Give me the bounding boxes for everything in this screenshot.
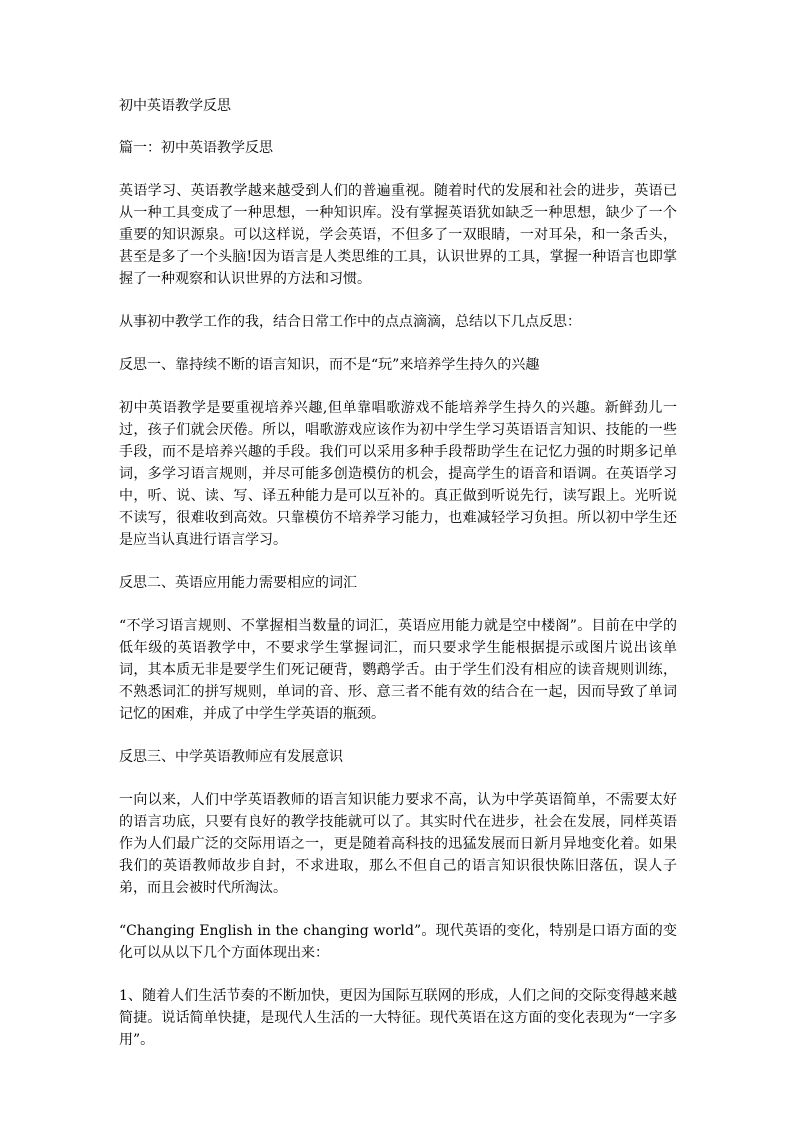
document-title: 初中英语教学反思 bbox=[119, 98, 231, 114]
document-page bbox=[119, 95, 677, 1072]
section-title: 篇一：初中英语教学反思 bbox=[119, 140, 273, 156]
reflection-3-body: 一向以来，人们中学英语教师的语言知识能力要求不高，认为中学英语简单，不需要太好的语言功底，只要有良好的教学技能就可以了。其实时代在进步，社会在发展，同样英语作为人们最广泛的交际用语之一，更是随着高科技的迅猛发展而日新月异地变化着。如果我们的英语教师故步自封，不求进取，那么不但自己的语言知识很快陈旧落伍，误人子弟，而且会被时代所淘汰。 bbox=[119, 792, 677, 896]
reflection-1-body: 初中英语教学是要重视培养兴趣,但单靠唱歌游戏不能培养学生持久的兴趣。新鲜劲儿一过，孩子们就会厌倦。所以，唱歌游戏应该作为初中学生学习英语语言知识、技能的一些手段，而不是培养兴趣的手段。我们可以采用多种手段帮助学生在记忆力强的时期多记单词，多学习语言规则，并尽可能多创造模仿的机会，提高学生的语音和语调。在英语学习中，听、说、读、写、译五种能力是可以互补的。真正做到听说先行，读写跟上。光听说不读写，很难收到高效。只靠模仿不培养学习能力，也难减轻学习负担。所以初中学生还是应当认真进行语言学习。 bbox=[119, 400, 677, 548]
reflection-3-heading: 反思三、中学英语教师应有发展意识 bbox=[119, 749, 343, 765]
point-1-paragraph: 1、随着人们生活节奏的不断加快，更因为国际互联网的形成，人们之间的交际变得越来越简捷。说话简单快捷，是现代人生活的一大特征。现代英语在这方面的变化表现为“一字多用”。 bbox=[119, 988, 677, 1048]
reflection-1-heading: 反思一、靠持续不断的语言知识，而不是“玩”来培养学生持久的兴趣 bbox=[119, 357, 540, 373]
paragraph-intro: 英语学习、英语教学越来越受到人们的普遍重视。随着时代的发展和社会的进步，英语已从一种工具变成了一种思想，一种知识库。没有掌握英语犹如缺乏一种思想，缺少了一个重要的知识源泉。可以这样说，学会英语，不但多了一双眼睛，一对耳朵，和一条舌头，甚至是多了一个头脑!因为语言是人类思维的工具，认识世界的工具，掌握一种语言也即掌握了一种观察和认识世界的方法和习惯。 bbox=[119, 183, 677, 287]
reflection-2-heading: 反思二、英语应用能力需要相应的词汇 bbox=[119, 575, 357, 591]
reflection-2-body: “不学习语言规则、不掌握相当数量的词汇，英语应用能力就是空中楼阁”。目前在中学的低年级的英语教学中，不要求学生掌握词汇，而只要求学生能根据提示或图片说出该单词，其本质无非是要学生们死记硬背，鹦鹉学舌。由于学生们没有相应的读音规则训练，不熟悉词汇的拼写规则，单词的音、形、意三者不能有效的结合在一起，因而导致了单词记忆的困难，并成了中学生学英语的瓶颈。 bbox=[119, 618, 677, 722]
changing-english-paragraph: “Changing English in the changing world”。现代英语的变化，特别是口语方面的变化可以从以下几个方面体现出来： bbox=[119, 923, 677, 961]
paragraph-summary-lead: 从事初中教学工作的我，结合日常工作中的点点滴滴，总结以下几点反思： bbox=[119, 314, 581, 330]
